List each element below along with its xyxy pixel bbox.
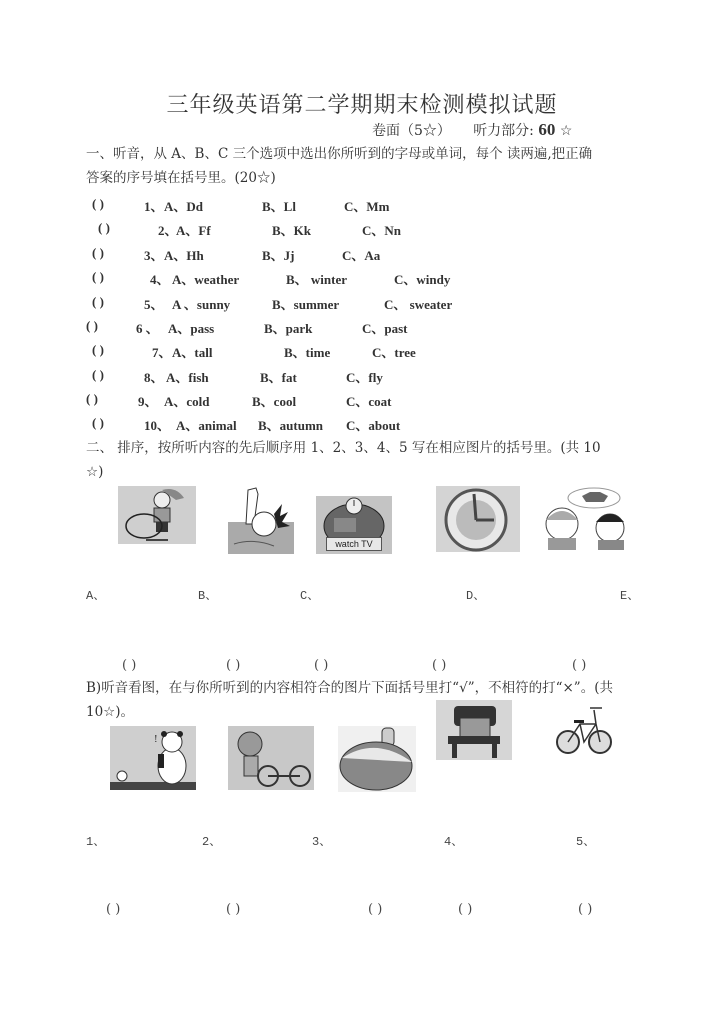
answer-paren-a[interactable]: ( ) <box>122 658 137 673</box>
page-title: 三年级英语第二学期期末检测模拟试题 <box>166 93 558 118</box>
panda-illustration <box>110 726 196 790</box>
answer-paren[interactable]: ( ) <box>86 391 98 406</box>
option-c: C、tree <box>372 345 416 360</box>
picture-label-a: A、 <box>86 589 106 603</box>
picture-cake <box>338 726 416 792</box>
option-b: B、summer <box>272 297 340 312</box>
option-c: C、past <box>362 321 408 336</box>
answer-paren-1[interactable]: ( ) <box>106 902 121 917</box>
picture-label-c: C、 <box>300 589 320 603</box>
option-a: A、cold <box>164 394 210 409</box>
question-number: 8、 <box>144 370 164 385</box>
section1-instruction-line2: 答案的序号填在括号里。(20☆) <box>86 170 276 186</box>
option-c: C、Nn <box>362 223 402 238</box>
answer-paren[interactable]: ( ) <box>92 367 104 382</box>
picture-label-3: 3、 <box>312 835 332 849</box>
picture-sweater-thought <box>536 484 636 550</box>
sectionB-instructions <box>86 676 613 724</box>
section2-instruction-line2: ☆) <box>86 464 104 480</box>
answer-paren[interactable]: ( ) <box>92 196 104 211</box>
picture-jump-rope <box>118 486 196 544</box>
option-c: C、fly <box>346 370 383 385</box>
option-c: C、 sweater <box>384 297 453 312</box>
option-a: A、Hh <box>164 248 204 263</box>
answer-paren[interactable]: ( ) <box>98 220 110 235</box>
option-b: B、Ll <box>262 199 296 214</box>
picture-watch-tv <box>316 496 392 554</box>
option-c: C、Mm <box>344 199 390 214</box>
picture-label-5: 5、 <box>576 835 596 849</box>
answer-paren-3[interactable]: ( ) <box>368 902 383 917</box>
cake-illustration <box>338 726 416 792</box>
clock-illustration <box>436 486 520 552</box>
picture-bicycle <box>554 700 614 760</box>
section1-instructions <box>86 142 592 190</box>
question-number: 2、 <box>158 223 178 238</box>
question-number: 7、 <box>152 345 172 360</box>
section2-instructions <box>86 436 601 484</box>
answer-paren-4[interactable]: ( ) <box>458 902 473 917</box>
picture-label-2: 2、 <box>202 835 222 849</box>
question-number: 6 、 <box>136 321 159 336</box>
picture-boy-bicycle <box>228 726 314 790</box>
picture-clock <box>436 486 520 552</box>
listening-score: 60 <box>538 120 556 139</box>
answer-paren-2[interactable]: ( ) <box>226 902 241 917</box>
picture-bag-chair <box>436 700 512 760</box>
picture-label-b: B、 <box>198 589 218 603</box>
picture-label-d: D、 <box>466 589 486 603</box>
section2-instruction-line1: 二、 排序，按所听内容的先后顺序用 1、2、3、4、5 写在相应图片的括号里。(共 10 <box>86 440 601 456</box>
answer-paren-e[interactable]: ( ) <box>572 658 587 673</box>
bicycle-illustration <box>554 700 614 760</box>
bag-chair-illustration <box>436 700 512 760</box>
section1-instruction-line1: 一、听音，从 A、B、C 三个选项中选出你所听到的字母或单词，每个 读两遍,把正确 <box>86 146 593 162</box>
answer-paren[interactable]: ( ) <box>92 415 104 430</box>
answer-paren[interactable]: ( ) <box>92 245 104 260</box>
option-b: B、 winter <box>286 272 348 287</box>
question-number: 4、 <box>150 272 170 287</box>
option-b: B、fat <box>260 370 297 385</box>
picture-label-1: 1、 <box>86 835 106 849</box>
picture-raise-hand <box>228 484 294 554</box>
option-b: B、Kk <box>272 223 312 238</box>
star-icon: ☆ <box>559 123 573 139</box>
option-a: A、pass <box>168 321 215 336</box>
option-c: C、Aa <box>342 248 381 263</box>
svg-text:!: ! <box>154 735 158 745</box>
answer-paren-d[interactable]: ( ) <box>432 658 447 673</box>
option-c: C、coat <box>346 394 392 409</box>
option-b: B、autumn <box>258 418 324 433</box>
answer-paren[interactable]: ( ) <box>92 294 104 309</box>
option-c: C、windy <box>394 272 451 287</box>
answer-paren[interactable]: ( ) <box>92 342 104 357</box>
option-b: B、time <box>284 345 331 360</box>
question-number: 10、 <box>144 418 171 433</box>
question-number: 3、 <box>144 248 164 263</box>
boy-bicycle-illustration <box>228 726 314 790</box>
option-b: B、Jj <box>262 248 295 263</box>
question-number: 5、 <box>144 297 164 312</box>
option-a: A、fish <box>166 370 209 385</box>
question-number: 1、 <box>144 199 164 214</box>
jump-rope-illustration <box>118 486 196 544</box>
answer-paren-5[interactable]: ( ) <box>578 902 593 917</box>
option-b: B、park <box>264 321 313 336</box>
sectionB-instruction-line2: 10☆)。 <box>86 704 135 720</box>
raise-hand-illustration <box>228 484 294 554</box>
answer-paren[interactable]: ( ) <box>92 269 104 284</box>
option-c: C、about <box>346 418 401 433</box>
option-a: A、Ff <box>176 223 211 238</box>
picture-label-e: E、 <box>620 589 640 603</box>
answer-paren-b[interactable]: ( ) <box>226 658 241 673</box>
answer-paren-c[interactable]: ( ) <box>314 658 329 673</box>
option-b: B、cool <box>252 394 297 409</box>
paper-score-label: 卷面（5☆） <box>372 123 451 139</box>
question-number: 9、 <box>138 394 158 409</box>
children-sweater-illustration <box>536 484 636 550</box>
watch-tv-caption: watch TV <box>326 537 382 551</box>
option-a: A、animal <box>176 418 237 433</box>
option-a: A、tall <box>172 345 213 360</box>
option-a: A、weather <box>172 272 240 287</box>
score-subtitle <box>372 120 572 140</box>
sectionB-instruction-line1: B)听音看图，在与你所听到的内容相符合的图片下面括号里打“√”，不相符的打“×”。(共 <box>86 680 613 696</box>
option-a: A、Dd <box>164 199 204 214</box>
option-a: A 、sunny <box>172 297 231 312</box>
picture-label-4: 4、 <box>444 835 464 849</box>
answer-paren[interactable]: ( ) <box>86 318 98 333</box>
listening-label: 听力部分: <box>473 123 534 139</box>
picture-panda <box>110 726 196 790</box>
